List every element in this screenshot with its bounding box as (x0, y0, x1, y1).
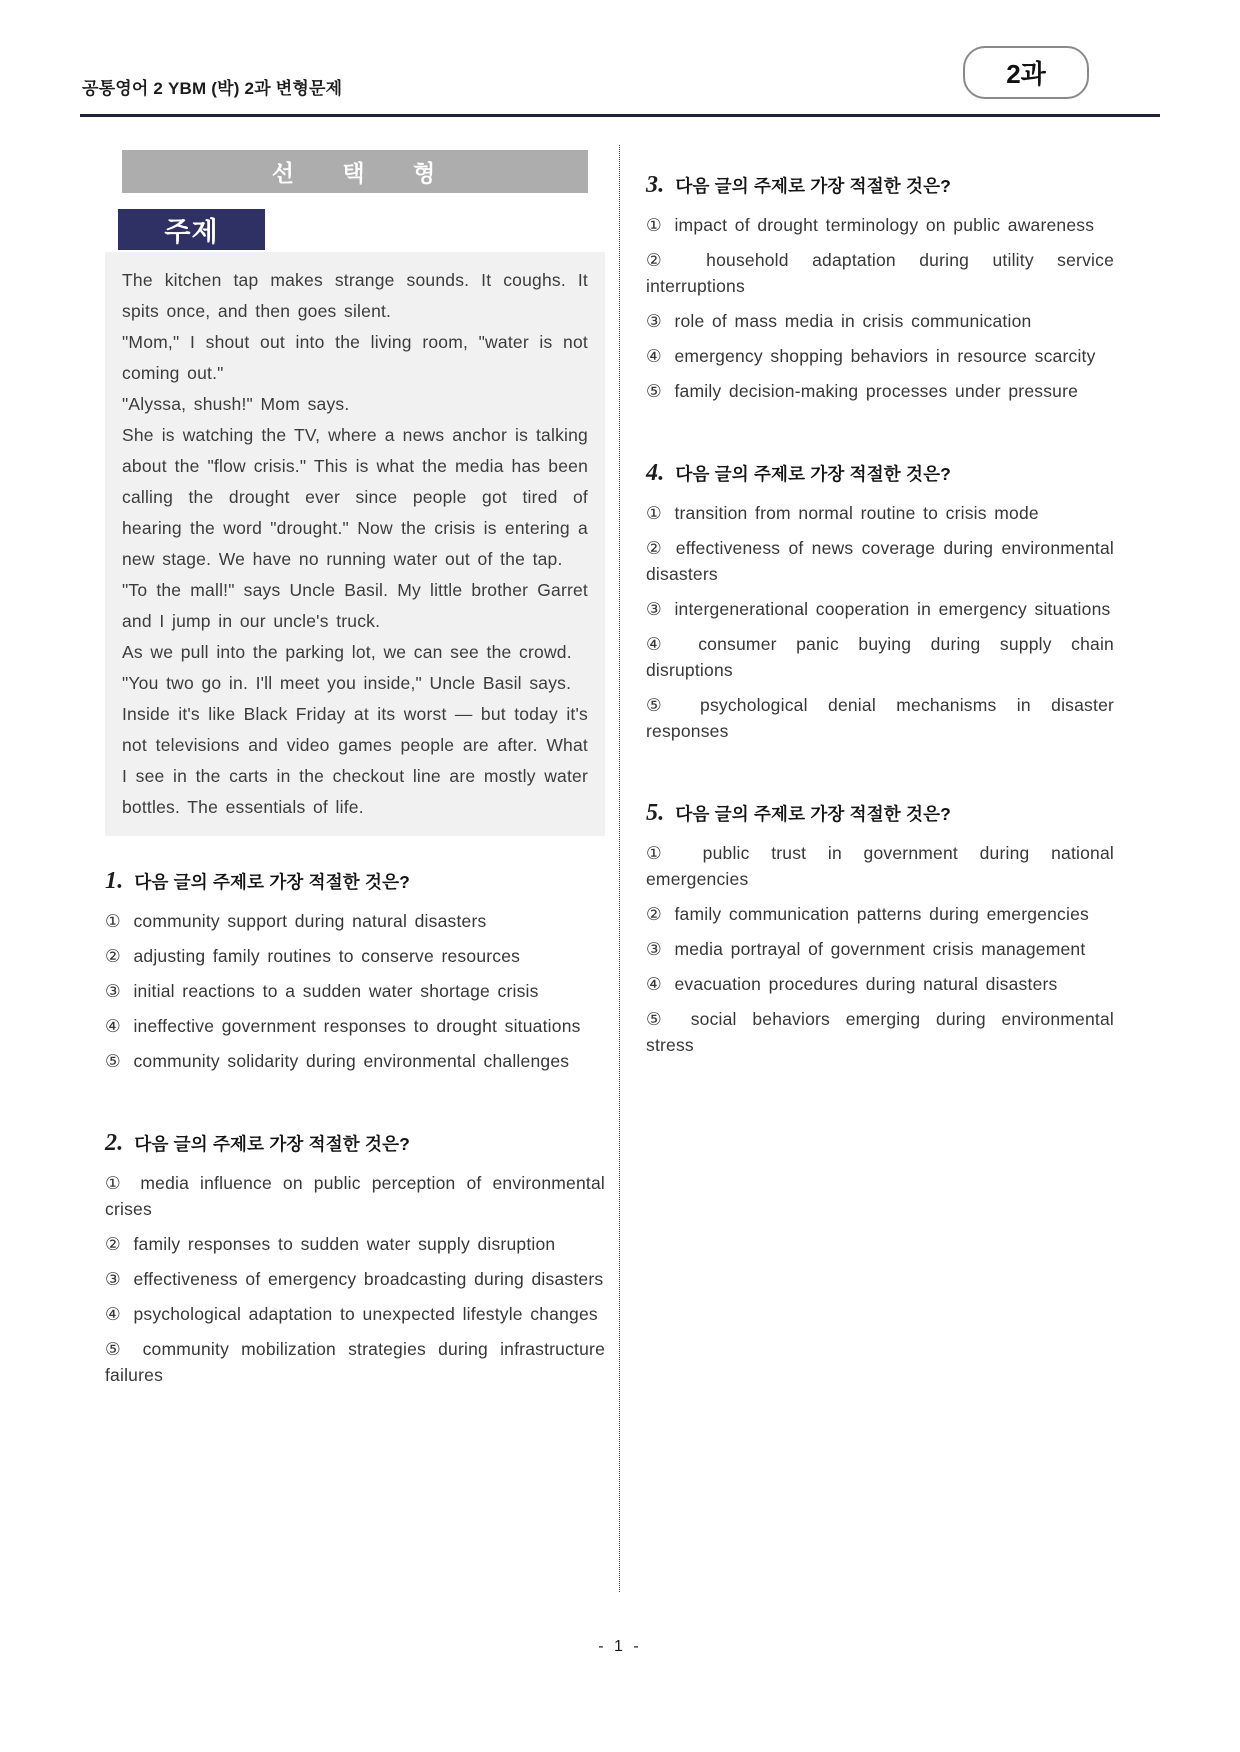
choice-text: media influence on public perception of environmental crises (105, 1173, 605, 1219)
choice-text: intergenerational cooperation in emergency situations (674, 599, 1111, 619)
choice-marker: ② (646, 538, 663, 558)
header-title: 공통영어 2 YBM (박) 2과 변형문제 (82, 79, 343, 98)
choice-text: community support during natural disasters (133, 911, 487, 931)
choice-text: adjusting family routines to conserve resources (133, 946, 521, 966)
choice-1 (646, 840, 1114, 892)
choice-marker: ⑤ (646, 381, 662, 401)
question-prompt: 다음 글의 주제로 가장 적절한 것은? (134, 1134, 411, 1154)
question-prompt: 다음 글의 주제로 가장 적절한 것은? (675, 464, 952, 484)
choice-text: media portrayal of government crisis management (674, 939, 1086, 959)
left-column (105, 150, 605, 1388)
choice-5 (105, 1048, 605, 1074)
choice-4 (646, 631, 1114, 683)
question-number: 2. (105, 1130, 124, 1156)
choice-text: impact of drought terminology on public awareness (674, 215, 1095, 235)
choice-4 (105, 1013, 605, 1039)
choice-text: household adaptation during utility service interruptions (646, 250, 1114, 296)
choice-list (646, 840, 1114, 1058)
choice-3 (646, 596, 1114, 622)
column-divider (619, 145, 620, 1592)
choice-2 (646, 901, 1114, 927)
choice-text: family decision-making processes under pressure (674, 381, 1079, 401)
choice-marker: ⑤ (646, 695, 675, 715)
choice-3 (105, 1266, 605, 1292)
passage-paragraph: "Mom," I shout out into the living room, "water is not coming out." (122, 332, 588, 383)
page-number: - 1 - (598, 1638, 642, 1655)
choice-list (105, 1170, 605, 1388)
question-3 (646, 172, 1114, 404)
choice-text: role of mass media in crisis communication (674, 311, 1032, 331)
choice-list (646, 212, 1114, 404)
choice-text: psychological adaptation to unexpected lifestyle changes (133, 1304, 598, 1324)
choice-text: community solidarity during environmental challenges (133, 1051, 570, 1071)
choice-list (646, 500, 1114, 744)
choice-text: initial reactions to a sudden water shortage crisis (133, 981, 539, 1001)
choice-marker: ④ (646, 346, 662, 366)
choice-marker: ③ (646, 311, 662, 331)
choice-1 (105, 908, 605, 934)
choice-marker: ② (105, 946, 121, 966)
question-header (646, 172, 1114, 199)
choice-5 (646, 1006, 1114, 1058)
choice-marker: ④ (646, 634, 674, 654)
choice-1 (646, 500, 1114, 526)
choice-marker: ⑤ (646, 1009, 671, 1029)
choice-marker: ③ (105, 1269, 121, 1289)
passage-paragraph: As we pull into the parking lot, we can see the crowd. (122, 642, 572, 662)
question-header (105, 1130, 605, 1157)
choice-marker: ⑤ (105, 1339, 126, 1359)
passage-paragraph: The kitchen tap makes strange sounds. It coughs. It spits once, and then goes silent. (122, 270, 588, 321)
choice-marker: ④ (646, 974, 662, 994)
header-rule (80, 114, 1160, 117)
choice-marker: ③ (646, 599, 662, 619)
question-number: 5. (646, 800, 665, 826)
passage-box (105, 252, 605, 836)
choice-list (105, 908, 605, 1074)
question-number: 3. (646, 172, 665, 198)
choice-text: social behaviors emerging during environmental stress (646, 1009, 1114, 1055)
choice-1 (105, 1170, 605, 1222)
choice-text: community mobilization strategies during infrastructure failures (105, 1339, 606, 1385)
question-number: 1. (105, 868, 124, 894)
lesson-badge (963, 46, 1089, 99)
choice-text: emergency shopping behaviors in resource scarcity (674, 346, 1096, 366)
choice-3 (646, 308, 1114, 334)
right-column (646, 150, 1114, 1058)
question-prompt: 다음 글의 주제로 가장 적절한 것은? (134, 872, 411, 892)
choice-5 (646, 692, 1114, 744)
choice-marker: ① (105, 1173, 125, 1193)
choice-1 (646, 212, 1114, 238)
choice-text: public trust in government during national emergencies (646, 843, 1115, 889)
choice-text: ineffective government responses to drought situations (133, 1016, 581, 1036)
choice-marker: ① (646, 215, 662, 235)
choice-marker: ④ (105, 1016, 121, 1036)
left-column-questions (105, 868, 605, 1388)
question-prompt: 다음 글의 주제로 가장 적절한 것은? (675, 176, 952, 196)
category-box: 주제 (118, 209, 265, 250)
choice-text: family responses to sudden water supply disruption (133, 1234, 556, 1254)
choice-text: effectiveness of emergency broadcasting during disasters (133, 1269, 604, 1289)
choice-marker: ② (646, 904, 662, 924)
choice-marker: ① (646, 843, 676, 863)
question-4 (646, 460, 1114, 744)
lesson-badge-label: 2과 (1006, 59, 1046, 89)
choice-2 (646, 535, 1114, 587)
choice-marker: ① (105, 911, 121, 931)
passage-paragraph: "You two go in. I'll meet you inside," Uncle Basil says. (122, 673, 572, 693)
choice-3 (646, 936, 1114, 962)
choice-marker: ② (646, 250, 678, 270)
passage-paragraph: She is watching the TV, where a news anchor is talking about the "flow crisis." This is what the media has been calling the drought ever since people got tired of hearing the word "drought." Now the crisis is entering a new stage. We have no running water out of the tap. (122, 425, 588, 569)
passage-paragraph: "Alyssa, shush!" Mom says. (122, 394, 350, 414)
question-2 (105, 1130, 605, 1388)
choice-marker: ② (105, 1234, 121, 1254)
choice-4 (646, 971, 1114, 997)
question-1 (105, 868, 605, 1074)
passage-paragraph: Inside it's like Black Friday at its worst — but today it's not televisions and video games people are after. What I see in the carts in the checkout line are mostly water bottles. The essentials of life. (122, 704, 588, 817)
choice-text: effectiveness of news coverage during environmental disasters (646, 538, 1114, 584)
choice-5 (646, 378, 1114, 404)
choice-marker: ④ (105, 1304, 121, 1324)
choice-marker: ⑤ (105, 1051, 121, 1071)
question-header (105, 868, 605, 895)
choice-marker: ③ (105, 981, 121, 1001)
choice-5 (105, 1336, 605, 1388)
choice-2 (105, 1231, 605, 1257)
right-column-questions (646, 172, 1114, 1058)
choice-4 (105, 1301, 605, 1327)
question-number: 4. (646, 460, 665, 486)
choice-marker: ① (646, 503, 662, 523)
question-prompt: 다음 글의 주제로 가장 적절한 것은? (675, 804, 952, 824)
passage-paragraph: "To the mall!" says Uncle Basil. My little brother Garret and I jump in our uncle's truck. (122, 580, 588, 631)
choice-text: transition from normal routine to crisis mode (674, 503, 1039, 523)
choice-marker: ③ (646, 939, 662, 959)
question-header (646, 460, 1114, 487)
choice-text: consumer panic buying during supply chain disruptions (646, 634, 1114, 680)
choice-3 (105, 978, 605, 1004)
choice-2 (105, 943, 605, 969)
section-banner: 선 택 형 (122, 150, 588, 193)
choice-4 (646, 343, 1114, 369)
choice-2 (646, 247, 1114, 299)
question-5 (646, 800, 1114, 1058)
choice-text: psychological denial mechanisms in disaster responses (646, 695, 1115, 741)
choice-text: family communication patterns during emergencies (674, 904, 1089, 924)
choice-text: evacuation procedures during natural disasters (674, 974, 1058, 994)
question-header (646, 800, 1114, 827)
